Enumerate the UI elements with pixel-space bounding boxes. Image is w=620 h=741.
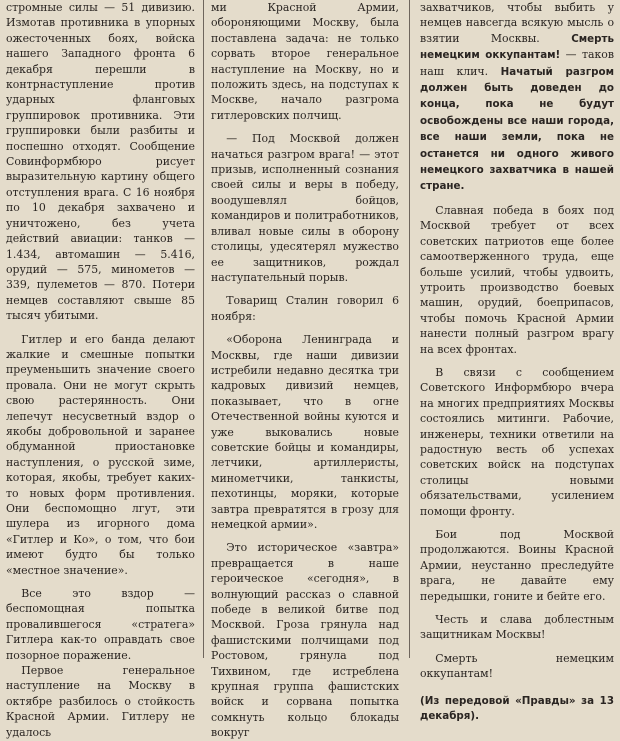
paragraph: Бои под Москвой продолжаются. Воины Красной Армии, неустанно преследуйте врага, не давайте ему передышки, гоните и бейте его. — [420, 528, 614, 603]
paragraph: Славная победа в боях под Москвой требует от всех советских патриотов еще более самоотверженного труда, еще больше усилий, чтобы удвоить, утроить производство боевых машин, орудий, боеприпасов, чтобы помочь Красной Армии нанести полный разгром врагу на всех фронтах. — [420, 203, 614, 356]
stalin-quote: «Оборона Ленинграда и Москвы, где наши дивизии истребили недавно десятка три кадровых дивизий немцев, показывает, что в огне Отечественной войны куются и уже выковались новые советские бойцы и командиры, летчики, артиллеристы, минометчики, танкисты, пехотинцы, моряки, которые завтра превратятся в грозу для немецкой армии». — [211, 333, 399, 531]
paragraph: Смерть немецким оккупантам! — [420, 651, 614, 681]
paragraph: Честь и слава доблестным защитникам Москвы! — [420, 613, 614, 642]
paragraph: В связи с сообщением Советского Информбюро вчера на многих предприятиях Москвы состоялись митинги. Рабочие, инженеры, техники ответили на радостную весть об успехах советских войск на подступах столицы новыми обязательствами, усилением помощи фронту. — [420, 365, 614, 518]
column-divider — [203, 0, 204, 658]
text-run: захватчиков, чтобы выбить у немцев навсегда всякую мысль о взятии Москвы. — [420, 1, 614, 45]
paragraph: Гитлер и его банда делают жалкие и смешные попытки преуменьшить значение своего провала. Они не могут скрыть свою растерянность. Они лепечут несусветный вздор о якобы добровольной и заранее обдуманной приостановке наступления, о русской зиме, которая, якобы, требует каких-то новых форм противления. Они беспомощно лгут, эти шулера из игорного дома «Гитлер и Ко», о том, что бои имеют будто бы только «местное значение». — [6, 332, 195, 577]
paragraph: Товарищ Сталин говорил 6 ноября: — [211, 294, 399, 323]
paragraph: Все это вздор — беспомощная попытка провалившегося «стратега» Гитлера как-то оправдать свое позорное поражение. — [6, 587, 195, 662]
column-1 — [6, 0, 195, 739]
bold-slogan: Смерть немецким оккупантам! — [420, 32, 614, 62]
paragraph: Это историческое «завтра» превращается в наше героическое «сегодня», в волнующий рассказ о славной победе в великой битве под Москвой. Гроза грянула над фашистскими полчищами под Ростовом, грянула под Тихвином, где истреблена крупная группа фашистских войск и сорвана попытка сомкнуть кольцо блокады вокруг — [211, 541, 399, 740]
paragraph: — Под Москвой должен начаться разгром врага! — этот призыв, исполненный сознания своей силы и веры в победу, воодушевлял бойцов, командиров и политработников, вливал новые силы в оборону столицы, удесятерял мужество ее защитников, рождал наступательный порыв. — [211, 132, 399, 284]
column-2 — [211, 0, 399, 740]
source-credit: (Из передовой «Правды» за 13 декабря). — [420, 694, 614, 723]
bold-slogan: Начатый разгром должен быть доведен до конца, пока не будут освобождены все наши города, все наши земли, пока не останется ни одного живого немецкого захватчика в нашей стране. — [420, 65, 614, 193]
paragraph — [420, 0, 614, 195]
paragraph: стромные силы — 51 дивизию. Измотав противника в упорных ожесточенных боях, войска нашего Западного фронта 6 декабря перешли в контрнаступление против ударных фланговых группировок противника. Эти группировки были разбиты и поспешно отходят. Сообщение Совинформбюро рисует выразительную картину общего отступления врага. С 16 ноября по 10 декабря захвачено и уничтожено, без учета действий авиации: танков — 1.434, автомашин — 5.416, орудий — 575, минометов — 339, пулеметов — 870. Потери немцев составляют свыше 85 тысяч убитыми. — [6, 1, 195, 323]
paragraph: Первое генеральное наступление на Москву в октябре разбилось о стойкость Красной Армии. Гитлеру не удалось — [6, 664, 195, 739]
text-run: — таков наш клич. — [420, 48, 614, 78]
column-3 — [420, 0, 614, 723]
paragraph: ми Красной Армии, обороняющими Москву, была поставлена задача: не только сорвать второе генеральное наступление на Москву, но и положить здесь, на подступах к Москве, начало разгрома гитлеровских полчищ. — [211, 1, 399, 122]
column-divider — [409, 0, 410, 658]
